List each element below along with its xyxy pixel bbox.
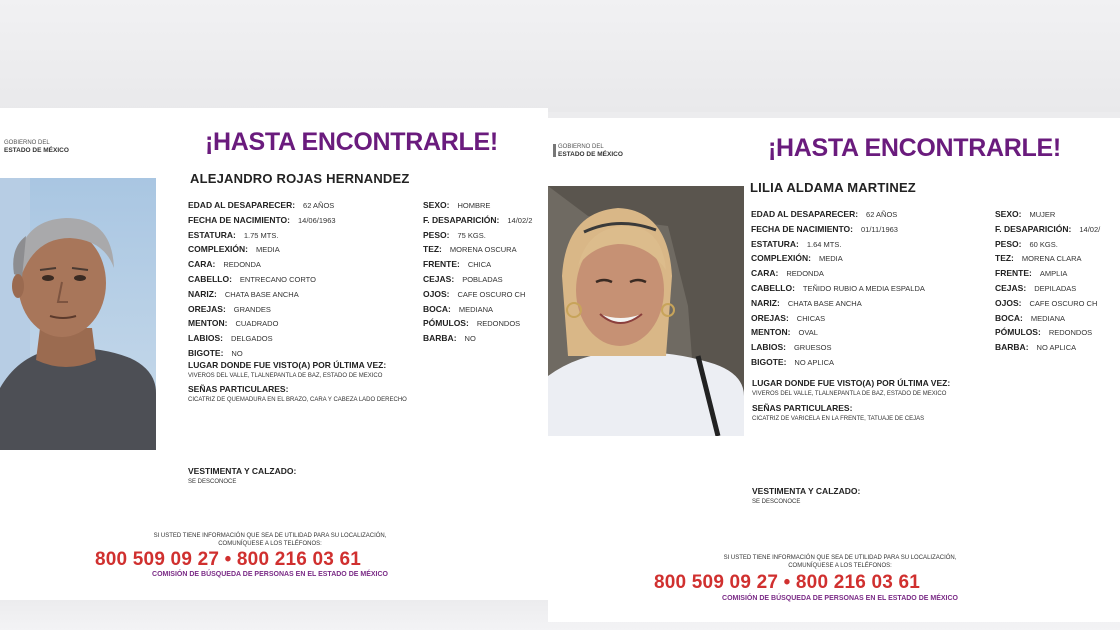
field-label: MENTON: <box>751 327 791 338</box>
field-value: CHATA BASE ANCHA <box>787 298 862 308</box>
field-value: NO APLICA <box>794 358 835 367</box>
distinctive-marks-value: CICATRIZ DE VARICELA EN LA FRENTE, TATUAJE DE CEJAS <box>752 416 925 422</box>
field-left-row <box>751 283 925 293</box>
distinctive-marks-label: SEÑAS PARTICULARES: <box>752 403 853 413</box>
last-seen-label: LUGAR DONDE FUE VISTO(A) POR ÚLTIMA VEZ: <box>752 378 951 388</box>
field-right-row <box>423 215 532 225</box>
field-value: MEDIA <box>818 254 843 264</box>
field-value: REDONDA <box>223 260 261 270</box>
field-right-row <box>995 298 1097 308</box>
field-label: BARBA: <box>423 333 457 344</box>
field-left-row <box>188 348 243 358</box>
info-text <box>110 532 430 548</box>
field-label: FECHA DE NACIMIENTO: <box>751 223 853 234</box>
field-right-row <box>995 342 1076 352</box>
field-label: SEXO: <box>423 200 450 210</box>
gov-line2: ESTADO DE MÉXICO <box>4 147 69 154</box>
field-label: CARA: <box>188 259 216 270</box>
field-label: CABELLO: <box>188 274 232 284</box>
field-label: F. DESAPARICIÓN: <box>995 223 1072 234</box>
person-photo-image <box>0 178 156 450</box>
distinctive-marks-value: CICATRIZ DE QUEMADURA EN EL BRAZO, CARA Y CABEZA LADO DERECHO <box>188 397 407 403</box>
info-line1: SI USTED TIENE INFORMACIÓN QUE SEA DE UTILIDAD PARA SU LOCALIZACIÓN, <box>723 555 957 561</box>
field-label: FECHA DE NACIMIENTO: <box>188 214 290 225</box>
field-label: FRENTE: <box>423 259 460 270</box>
field-value: GRANDES <box>233 304 271 314</box>
field-right-row <box>995 209 1055 219</box>
field-label: BIGOTE: <box>188 348 224 358</box>
field-label: PESO: <box>423 229 450 240</box>
field-value: OVAL <box>798 328 818 338</box>
field-label: BIGOTE: <box>751 357 787 367</box>
phone-numbers: 800 509 09 27 • 800 216 03 61 <box>95 549 362 570</box>
field-label: MENTON: <box>188 318 228 329</box>
field-left-row <box>188 200 334 210</box>
field-right-row <box>423 274 503 284</box>
phone-numbers: 800 509 09 27 • 800 216 03 61 <box>654 572 921 593</box>
field-value: CHATA BASE ANCHA <box>224 289 299 299</box>
field-value: REDONDOS <box>476 319 521 329</box>
gov-line1: GOBIERNO DEL <box>4 140 50 146</box>
field-value: CAFE OSCURO CH <box>1029 298 1098 308</box>
field-label: CEJAS: <box>995 283 1027 293</box>
field-value: 01/11/1963 <box>861 224 898 234</box>
field-left-row <box>751 298 862 308</box>
field-value: DELGADOS <box>230 334 273 344</box>
field-value: MUJER <box>1029 210 1056 219</box>
field-left-row <box>751 224 898 234</box>
field-label: CARA: <box>751 268 779 279</box>
field-label: PESO: <box>995 238 1022 249</box>
field-left-row <box>751 209 897 219</box>
person-photo <box>0 178 156 450</box>
gov-line2: ESTADO DE MÉXICO <box>558 151 623 158</box>
field-label: CABELLO: <box>751 283 795 293</box>
field-label: ESTATURA: <box>188 229 236 240</box>
field-label: CEJAS: <box>423 274 455 284</box>
field-left-row <box>188 215 336 225</box>
field-value: 60 KGS. <box>1029 239 1058 249</box>
field-value: CAFE OSCURO CH <box>457 289 526 299</box>
person-name: LILIA ALDAMA MARTINEZ <box>750 180 916 195</box>
last-seen-label: LUGAR DONDE FUE VISTO(A) POR ÚLTIMA VEZ: <box>188 360 387 370</box>
field-label: EDAD AL DESAPARECER: <box>188 200 296 210</box>
person-name: ALEJANDRO ROJAS HERNANDEZ <box>190 171 410 186</box>
field-value: 1.75 MTS. <box>243 230 279 240</box>
field-left-row <box>188 333 273 343</box>
clothing-value: SE DESCONOCE <box>188 479 237 485</box>
field-left-row <box>188 259 261 269</box>
field-right-row <box>995 268 1067 278</box>
last-seen-value: VIVEROS DEL VALLE, TLALNEPANTLA DE BAZ, ESTADO DE MEXICO <box>752 391 947 397</box>
field-left-row <box>751 239 841 249</box>
info-text <box>670 554 1010 570</box>
field-value: 14/02/2 <box>507 215 533 225</box>
field-label: PÓMULOS: <box>423 318 469 329</box>
field-label: ESTATURA: <box>751 238 799 249</box>
field-label: COMPLEXIÓN: <box>751 253 811 264</box>
field-right-row <box>423 333 476 343</box>
field-label: NARIZ: <box>188 288 217 299</box>
person-photo <box>548 186 744 436</box>
field-label: TEZ: <box>423 244 442 255</box>
field-right-row <box>423 244 517 254</box>
field-value: REDONDOS <box>1048 328 1093 338</box>
clothing-value: SE DESCONOCE <box>752 499 801 505</box>
field-value: ENTRECANO CORTO <box>239 275 316 284</box>
field-value: MORENA CLARA <box>1021 254 1082 264</box>
person-photo-image <box>548 186 744 436</box>
field-left-row <box>188 318 278 328</box>
background-top <box>0 0 1120 112</box>
field-value: 14/06/1963 <box>298 215 336 225</box>
government-logo <box>4 140 69 154</box>
field-left-row <box>751 342 831 352</box>
field-left-row <box>751 268 824 278</box>
field-label: OREJAS: <box>188 303 226 314</box>
field-value: POBLADAS <box>462 275 503 284</box>
field-value: 62 AÑOS <box>866 210 898 219</box>
field-value: DEPILADAS <box>1034 284 1077 293</box>
field-value: NO <box>464 334 476 344</box>
field-right-row <box>423 200 490 210</box>
field-label: BOCA: <box>423 303 451 314</box>
field-label: LABIOS: <box>188 333 223 344</box>
last-seen-value: VIVEROS DEL VALLE, TLALNEPANTLA DE BAZ, ESTADO DE MEXICO <box>188 373 383 379</box>
field-left-row <box>188 274 316 284</box>
field-left-row <box>751 313 825 323</box>
field-label: LABIOS: <box>751 342 786 353</box>
field-label: EDAD AL DESAPARECER: <box>751 209 859 219</box>
field-right-row <box>995 327 1092 337</box>
clothing-label: VESTIMENTA Y CALZADO: <box>188 466 297 476</box>
field-right-row <box>423 259 491 269</box>
clothing-label: VESTIMENTA Y CALZADO: <box>752 486 861 496</box>
field-label: SEXO: <box>995 209 1022 219</box>
field-value: NO APLICA <box>1036 343 1077 353</box>
field-label: OJOS: <box>423 288 450 299</box>
field-label: PÓMULOS: <box>995 327 1041 338</box>
field-value: HOMBRE <box>457 201 491 210</box>
field-right-row <box>423 318 520 328</box>
gov-line1: GOBIERNO DEL <box>558 144 604 150</box>
field-label: F. DESAPARICIÓN: <box>423 214 500 225</box>
field-value: NO <box>231 349 243 358</box>
field-label: TEZ: <box>995 253 1014 264</box>
poster-title: ¡HASTA ENCONTRARLE! <box>768 134 1061 162</box>
field-value: 14/02/ <box>1079 224 1101 234</box>
poster-title: ¡HASTA ENCONTRARLE! <box>205 128 498 156</box>
field-value: CHICAS <box>796 313 826 323</box>
field-right-row <box>995 239 1058 249</box>
field-value: CHICA <box>467 260 492 270</box>
missing-person-card-left <box>0 108 548 600</box>
info-line2: COMUNÍQUESE A LOS TELÉFONOS: <box>218 541 322 547</box>
distinctive-marks-label: SEÑAS PARTICULARES: <box>188 384 289 394</box>
field-left-row <box>188 289 299 299</box>
field-left-row <box>188 230 278 240</box>
field-value: MEDIA <box>255 245 280 255</box>
field-value: 75 KGS. <box>457 230 486 240</box>
field-value: CUADRADO <box>235 319 279 329</box>
commission-name: COMISIÓN DE BÚSQUEDA DE PERSONAS EN EL ESTADO DE MÉXICO <box>152 571 388 578</box>
field-right-row <box>423 289 525 299</box>
field-label: COMPLEXIÓN: <box>188 244 248 255</box>
field-value: MEDIANA <box>1030 313 1066 323</box>
field-left-row <box>751 327 818 337</box>
field-right-row <box>423 230 486 240</box>
field-right-row <box>995 253 1082 263</box>
logo-bar <box>553 144 556 157</box>
field-label: NARIZ: <box>751 297 780 308</box>
field-value: GRUESOS <box>793 343 832 353</box>
field-left-row <box>188 304 271 314</box>
government-logo <box>558 144 623 158</box>
field-right-row <box>423 304 493 314</box>
field-value: MORENA OSCURA <box>449 245 517 255</box>
field-left-row <box>751 253 843 263</box>
field-right-row <box>995 313 1065 323</box>
field-value: 62 AÑOS <box>303 201 335 210</box>
field-right-row <box>995 283 1076 293</box>
field-value: REDONDA <box>786 269 824 279</box>
field-label: OREJAS: <box>751 312 789 323</box>
field-label: OJOS: <box>995 297 1022 308</box>
field-label: BOCA: <box>995 312 1023 323</box>
field-label: FRENTE: <box>995 268 1032 279</box>
commission-name: COMISIÓN DE BÚSQUEDA DE PERSONAS EN EL ESTADO DE MÉXICO <box>722 595 958 602</box>
field-value: AMPLIA <box>1039 269 1068 279</box>
field-left-row <box>751 357 834 367</box>
info-line1: SI USTED TIENE INFORMACIÓN QUE SEA DE UTILIDAD PARA SU LOCALIZACIÓN, <box>153 533 387 539</box>
field-value: MEDIANA <box>458 304 494 314</box>
field-right-row <box>995 224 1100 234</box>
field-left-row <box>188 244 280 254</box>
field-label: BARBA: <box>995 342 1029 353</box>
field-value: TEÑIDO RUBIO A MEDIA ESPALDA <box>802 284 925 293</box>
missing-person-card-right <box>548 118 1120 622</box>
info-line2: COMUNÍQUESE A LOS TELÉFONOS: <box>788 563 892 569</box>
field-value: 1.64 MTS. <box>806 239 842 249</box>
